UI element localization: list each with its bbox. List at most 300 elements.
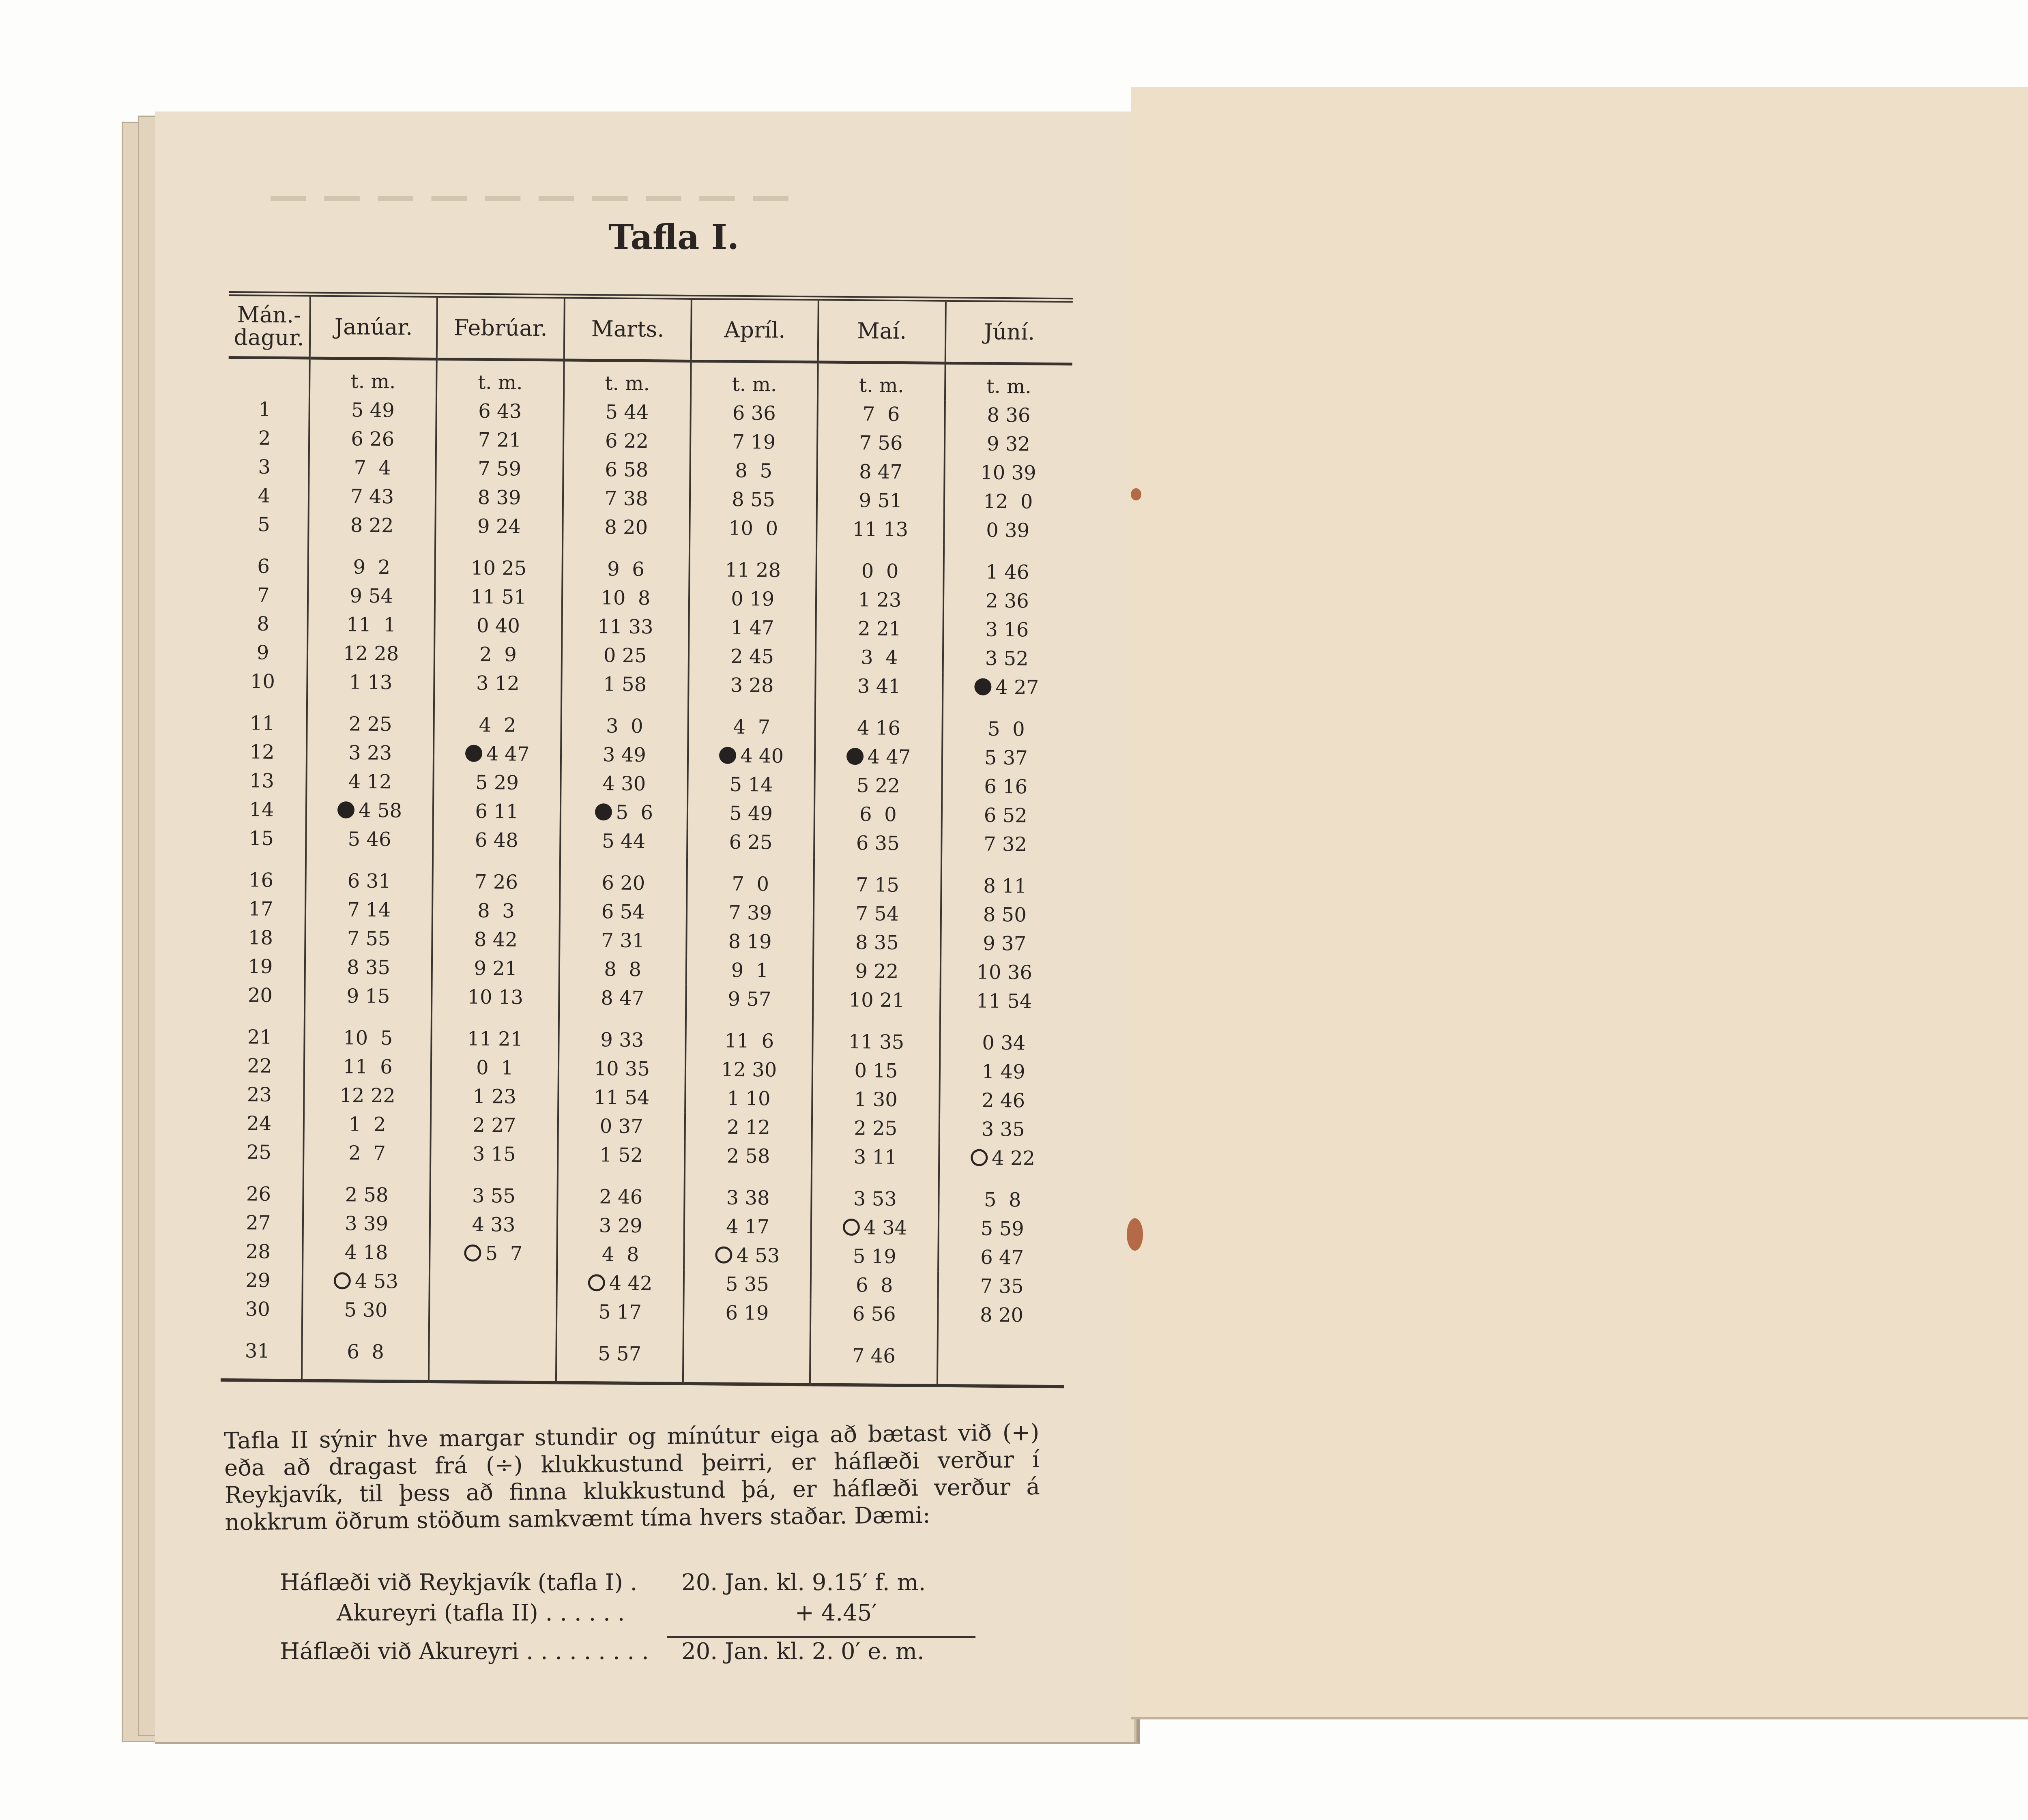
tide-time-cell (683, 1298, 811, 1328)
day-number: 7 (257, 584, 270, 607)
full-moon-icon (971, 1149, 988, 1166)
tide-time: 9 33 (600, 1028, 644, 1052)
unit-cell: t. m. (945, 363, 1072, 401)
tide-time: 8 11 (983, 874, 1027, 898)
unit-cell: t. m. (309, 358, 437, 397)
full-moon-icon (464, 1245, 481, 1262)
tide-time: 4 47 (486, 743, 530, 766)
tide-time: 1 10 (727, 1087, 771, 1110)
tide-time: 7 6 (862, 403, 900, 426)
tide-time-cell (686, 927, 814, 957)
tide-time-cell (686, 985, 813, 1014)
tide-time-cell (813, 928, 941, 957)
tide-time: 0 25 (603, 644, 647, 667)
tide-time: 7 43 (350, 485, 394, 509)
tide-time-cell (561, 769, 688, 798)
tide-time: 1 47 (730, 616, 774, 640)
tide-time: 8 50 (983, 903, 1027, 927)
tide-time-cell (938, 1243, 1066, 1273)
tide-time-cell (558, 1083, 685, 1112)
tide-time-cell (690, 514, 817, 543)
tide-time-cell (941, 900, 1068, 930)
tide-time: 10 0 (728, 517, 778, 540)
tide-time: 3 29 (599, 1214, 642, 1238)
tide-time-cell (303, 1238, 430, 1267)
tide-time-cell (558, 1054, 685, 1084)
tide-time-cell (557, 1240, 684, 1269)
tide-time-cell (430, 1168, 558, 1211)
tide-time: 0 15 (854, 1059, 898, 1083)
tide-time: 11 1 (346, 613, 396, 637)
tide-time: 12 30 (721, 1058, 777, 1082)
tide-time: 4 33 (472, 1213, 516, 1236)
tide-time-cell (944, 516, 1071, 545)
tide-time-cell (436, 454, 563, 484)
tide-time: 3 0 (606, 715, 643, 738)
example-label-3: Háflæði við Akureyri . . . . . . . . . (280, 1638, 649, 1665)
tide-time: 6 11 (475, 800, 519, 823)
tide-time-cell (561, 740, 688, 770)
tide-time: 5 30 (344, 1298, 388, 1322)
tide-time: 7 15 (855, 874, 900, 897)
tide-time: 7 39 (728, 901, 772, 925)
tide-time-cell (562, 541, 690, 584)
tide-time-cell (308, 540, 435, 582)
tide-time-cell (944, 487, 1071, 517)
tide-time: 1 13 (349, 671, 393, 694)
tide-time-cell (685, 1055, 813, 1085)
unit-cell (228, 357, 310, 395)
tide-time: 4 17 (726, 1215, 770, 1238)
tide-time-cell (812, 1142, 939, 1172)
tide-time-cell (435, 582, 562, 612)
header-june: Júní. (945, 299, 1073, 364)
tide-time-cell (432, 925, 560, 955)
tide-time: 8 20 (980, 1303, 1024, 1327)
tide-time-cell (687, 856, 814, 899)
tide-time: 0 19 (731, 587, 775, 611)
tide-time-cell (559, 1012, 686, 1055)
tide-time: 11 13 (852, 518, 909, 541)
new-moon-icon (595, 803, 612, 820)
tide-time-cell (813, 985, 940, 1015)
example-value-2: + 4.45′ (795, 1600, 877, 1626)
tide-time-cell (941, 858, 1068, 901)
tide-time-cell (685, 1013, 813, 1056)
tide-time-cell (689, 584, 816, 614)
tide-time-cell (559, 955, 686, 984)
tide-time-cell (556, 1297, 684, 1327)
tide-time: 10 39 (980, 461, 1036, 485)
tide-time-cell (814, 899, 941, 929)
tide-time: 3 41 (857, 675, 901, 698)
tide-time: 4 42 (609, 1272, 653, 1295)
tide-time: 4 2 (479, 713, 516, 737)
tide-time: 7 19 (732, 430, 776, 454)
tide-time-cell (305, 924, 432, 954)
table-row (221, 1324, 1065, 1386)
tide-time-cell (937, 1329, 1064, 1386)
tide-time: 7 55 (347, 927, 391, 951)
tide-time: 4 22 (991, 1146, 1035, 1170)
tide-time: 5 17 (598, 1301, 642, 1324)
day-number: 21 (247, 1026, 273, 1049)
tide-time: 3 12 (476, 672, 520, 695)
day-number: 1 (258, 398, 271, 421)
tide-time-cell (559, 897, 687, 927)
tide-time: 5 37 (984, 746, 1028, 770)
tide-time: 3 49 (602, 743, 647, 767)
tide-time: 11 28 (725, 558, 781, 582)
tide-time-cell (815, 742, 942, 772)
tide-time: 1 46 (986, 560, 1029, 584)
tide-time-cell (305, 982, 432, 1011)
tide-time-cell (814, 828, 941, 858)
tide-time: 7 46 (852, 1344, 896, 1367)
tide-time-cell (817, 428, 945, 458)
tide-time-cell (308, 582, 435, 611)
tide-time-cell (556, 1326, 683, 1383)
tide-time-cell (304, 1110, 431, 1140)
tide-time-cell (434, 669, 561, 698)
tide-time: 7 14 (347, 898, 391, 922)
tide-time: 5 59 (980, 1217, 1024, 1241)
new-moon-icon (465, 745, 482, 762)
table-row (226, 696, 1070, 744)
day-number: 26 (246, 1183, 271, 1206)
tide-time-cell (815, 700, 943, 743)
tide-time-cell (556, 1268, 684, 1298)
tide-time-cell (309, 396, 436, 425)
tide-time: 9 15 (346, 985, 390, 1008)
tide-time: 5 46 (348, 828, 391, 851)
tide-time-cell (685, 1084, 812, 1114)
example-label-1: Háflæði við Reykjavík (tafla I) . (280, 1569, 638, 1596)
tide-time: 0 34 (982, 1031, 1026, 1055)
tide-time-cell (432, 954, 559, 983)
tide-time: 8 20 (604, 516, 648, 539)
tide-time: 12 0 (983, 490, 1033, 513)
tide-time-cell (563, 397, 691, 427)
tide-time: 4 27 (995, 676, 1039, 699)
day-number: 24 (247, 1112, 272, 1135)
tide-time: 10 13 (467, 985, 524, 1009)
tide-time-cell (560, 855, 687, 898)
header-april: Apríl. (691, 297, 819, 362)
tide-time-cell (431, 1111, 558, 1140)
tide-time: 5 6 (616, 801, 653, 824)
day-number: 15 (249, 827, 274, 850)
tide-time-cell (942, 702, 1070, 744)
tide-time-cell (687, 828, 814, 857)
tide-time: 7 35 (980, 1275, 1024, 1298)
tide-time-cell (307, 697, 434, 739)
day-number: 10 (250, 670, 275, 693)
tide-time: 10 8 (601, 586, 651, 610)
tide-time-cell (434, 640, 562, 670)
tide-time-cell (943, 615, 1070, 645)
tide-time: 3 4 (860, 646, 898, 669)
tide-time: 0 40 (476, 614, 520, 637)
tide-time-cell (812, 1171, 939, 1214)
tide-time-cell (432, 1011, 559, 1054)
tide-time-cell (559, 983, 686, 1013)
tide-time: 2 9 (479, 643, 517, 666)
tide-time-cell (817, 486, 944, 515)
tide-time-cell (563, 455, 690, 485)
new-moon-icon (719, 747, 736, 764)
stain (1131, 488, 1141, 500)
tide-time: 7 56 (859, 431, 903, 455)
tide-time-cell (303, 1209, 430, 1239)
tide-time-cell (685, 1113, 812, 1142)
tide-time: 1 58 (603, 673, 647, 696)
tide-time-cell (306, 767, 434, 797)
tide-time-cell (817, 457, 945, 487)
tide-time: 11 21 (467, 1027, 523, 1051)
tide-time-cell (431, 1082, 558, 1112)
tide-time-cell (558, 1112, 685, 1141)
tide-time-cell (559, 926, 687, 955)
tide-time: 6 47 (980, 1246, 1024, 1269)
example-label-2: Akureyri (tafla II) . . . . . . (337, 1600, 625, 1626)
sum-line (667, 1636, 975, 1638)
tide-time-cell (683, 1327, 810, 1384)
full-moon-icon (715, 1246, 732, 1263)
tide-time: 7 0 (732, 872, 769, 896)
tide-time: 4 18 (344, 1241, 388, 1264)
new-moon-icon (974, 678, 991, 695)
tide-time: 8 22 (350, 514, 394, 537)
tide-time-cell (561, 670, 689, 699)
tide-time-cell (563, 426, 691, 456)
unit-cell: t. m. (564, 360, 691, 399)
tide-time: 2 27 (473, 1114, 516, 1137)
tide-time: 2 45 (730, 645, 774, 668)
tide-time: 4 30 (602, 772, 646, 796)
tide-time-cell (688, 741, 815, 771)
tide-time-cell (560, 798, 687, 827)
tide-time: 2 46 (982, 1089, 1025, 1112)
tide-time-cell (942, 772, 1069, 802)
tide-time: 6 16 (984, 775, 1028, 798)
day-number: 11 (249, 712, 275, 735)
day-number: 12 (249, 740, 275, 764)
tide-time: 3 38 (726, 1186, 770, 1210)
tide-time-cell (812, 1085, 939, 1114)
tide-time-cell (942, 743, 1069, 773)
tide-time-cell (939, 1086, 1067, 1116)
table-row (227, 539, 1071, 587)
day-number: 23 (247, 1083, 272, 1106)
tide-time-cell (431, 1053, 559, 1083)
tide-time: 1 30 (854, 1088, 898, 1112)
tide-time-cell (813, 1014, 940, 1057)
day-number: 25 (246, 1141, 272, 1164)
day-number: 5 (257, 513, 270, 536)
header-may: Maí. (818, 298, 946, 363)
tide-time: 6 56 (852, 1303, 896, 1326)
tide-time-cell (302, 1295, 430, 1325)
day-number: 9 (256, 641, 269, 664)
tide-time: 8 42 (474, 928, 518, 951)
tide-time-cell (939, 1115, 1066, 1144)
header-march: Marts. (564, 296, 692, 361)
tide-time: 4 8 (602, 1243, 639, 1266)
tide-time: 7 26 (474, 870, 518, 894)
tide-time: 5 22 (856, 774, 900, 798)
tide-time: 6 43 (478, 399, 522, 423)
tide-time: 1 2 (348, 1113, 386, 1136)
tide-time: 3 11 (853, 1146, 897, 1169)
tide-time-cell (562, 612, 689, 642)
day-number: 16 (248, 869, 274, 892)
unit-cell: t. m. (818, 362, 945, 401)
tide-time-cell (434, 768, 561, 798)
tide-time: 8 8 (604, 958, 642, 981)
tide-time-cell (690, 399, 818, 428)
tide-time: 6 31 (347, 869, 391, 893)
tide-time: 8 19 (728, 930, 772, 953)
table-title: Tafla I. (608, 217, 739, 257)
day-number: 29 (245, 1269, 271, 1292)
tide-time-cell (307, 639, 435, 669)
tide-time-cell (309, 425, 436, 454)
tide-time-cell (303, 1266, 430, 1296)
tide-time-cell (811, 1213, 939, 1243)
tide-time: 2 25 (348, 713, 392, 736)
tide-time-cell (432, 896, 560, 926)
tide-time-cell (434, 739, 561, 769)
tide-time: 5 29 (475, 771, 519, 794)
day-number: 8 (257, 612, 270, 635)
tide-time: 3 39 (344, 1212, 389, 1236)
tide-time: 2 46 (599, 1185, 643, 1209)
day-number: 3 (258, 455, 271, 479)
example-value-1: 20. Jan. kl. 9.15′ f. m. (681, 1569, 926, 1596)
tide-time: 6 25 (729, 831, 773, 854)
tide-time-cell (429, 1296, 556, 1326)
tide-time: 6 48 (475, 828, 519, 852)
new-moon-icon (846, 748, 863, 765)
tide-time: 9 21 (474, 957, 518, 980)
day-number: 2 (258, 427, 271, 450)
tide-time: 5 44 (605, 401, 649, 424)
day-number: 31 (221, 1324, 302, 1381)
tide-time-cell (305, 953, 432, 983)
tide-time-cell (309, 453, 436, 483)
tide-time: 8 35 (855, 931, 899, 955)
tide-time-cell (689, 613, 816, 643)
tide-time: 12 22 (339, 1084, 396, 1107)
tide-time: 7 32 (984, 833, 1027, 856)
table-row (222, 1167, 1066, 1215)
tide-time-cell (684, 1241, 811, 1271)
tide-time: 4 53 (736, 1244, 780, 1267)
tide-time: 7 59 (477, 457, 522, 481)
tide-time: 11 54 (976, 989, 1032, 1013)
tide-time-cell (557, 1211, 684, 1241)
tide-time-cell (430, 1239, 557, 1268)
tide-time: 4 53 (354, 1270, 399, 1293)
tide-time: 9 6 (607, 558, 644, 581)
tide-time: 5 0 (987, 717, 1025, 741)
tide-time-cell (810, 1299, 938, 1329)
tide-time-cell (938, 1272, 1065, 1301)
tide-time: 9 22 (855, 960, 899, 983)
tide-time-cell (303, 1139, 431, 1168)
tide-time-cell (307, 668, 434, 698)
tide-time-cell (434, 698, 561, 740)
stain (1127, 1218, 1143, 1251)
tide-time: 6 54 (601, 900, 645, 924)
tide-time-cell (939, 1172, 1066, 1215)
tide-time-cell (305, 895, 433, 925)
tide-time-cell (812, 1114, 939, 1143)
tide-time-cell (305, 854, 433, 896)
tide-time: 3 55 (472, 1184, 516, 1208)
day-number: 28 (245, 1240, 271, 1263)
tide-time: 9 54 (350, 584, 393, 608)
tide-time: 9 24 (477, 515, 521, 538)
tide-time: 10 21 (849, 989, 905, 1012)
tide-time-cell (816, 543, 944, 586)
tide-time: 8 39 (477, 486, 521, 509)
tide-time-cell (307, 738, 434, 768)
tide-time-cell (562, 583, 689, 613)
tide-time: 3 23 (348, 741, 392, 765)
tide-time: 6 8 (855, 1274, 893, 1297)
tide-time: 7 31 (601, 929, 645, 953)
tide-time-cell (689, 543, 816, 585)
tide-time-cell (436, 483, 563, 513)
day-number: 18 (248, 926, 273, 949)
tide-time: 3 35 (981, 1118, 1025, 1141)
table-row (224, 853, 1068, 901)
explanation-paragraph: Tafla II sýnir hve margar stundir og mínútur eiga að bætast við (+) eða að dragast frá (÷) klukkustund þeirri, er háflæði verður í Reykjavík, til þess að finna klukkustund þá, er háflæði verður á nokkrum öðrum stöðum samkvæmt tíma hvers staðar. Dæmi: (224, 1419, 1040, 1536)
tide-time-cell (558, 1140, 685, 1170)
tide-time-cell (436, 425, 563, 455)
tide-time-cell (941, 929, 1068, 959)
tide-table-wrapper (221, 291, 1073, 1388)
day-number: 13 (249, 769, 275, 792)
tide-time: 9 1 (731, 959, 769, 982)
tide-time-cell (939, 1057, 1067, 1087)
tide-time-cell (430, 1140, 558, 1169)
header-january: Janúar. (310, 294, 438, 359)
day-number: 6 (257, 555, 270, 578)
tide-time-cell (303, 1168, 430, 1210)
tide-time-cell (818, 399, 945, 429)
tide-time-cell (433, 797, 561, 826)
tide-time: 6 19 (725, 1301, 769, 1325)
day-number: 20 (247, 984, 273, 1007)
tide-time: 4 16 (857, 717, 901, 740)
tide-time: 8 5 (735, 459, 773, 483)
new-moon-icon (337, 801, 354, 818)
tide-time-cell (690, 427, 818, 457)
tide-time: 2 25 (854, 1117, 898, 1140)
tide-time: 8 3 (477, 899, 515, 923)
tide-time-cell (938, 1301, 1065, 1330)
tide-time-cell (940, 987, 1068, 1016)
tide-time-cell (816, 614, 943, 644)
tide-time: 5 19 (853, 1245, 896, 1268)
tide-time: 2 12 (726, 1116, 771, 1139)
header-february: Febrúar. (437, 295, 565, 360)
tide-time-cell (816, 515, 944, 544)
tide-time: 2 21 (857, 617, 902, 641)
